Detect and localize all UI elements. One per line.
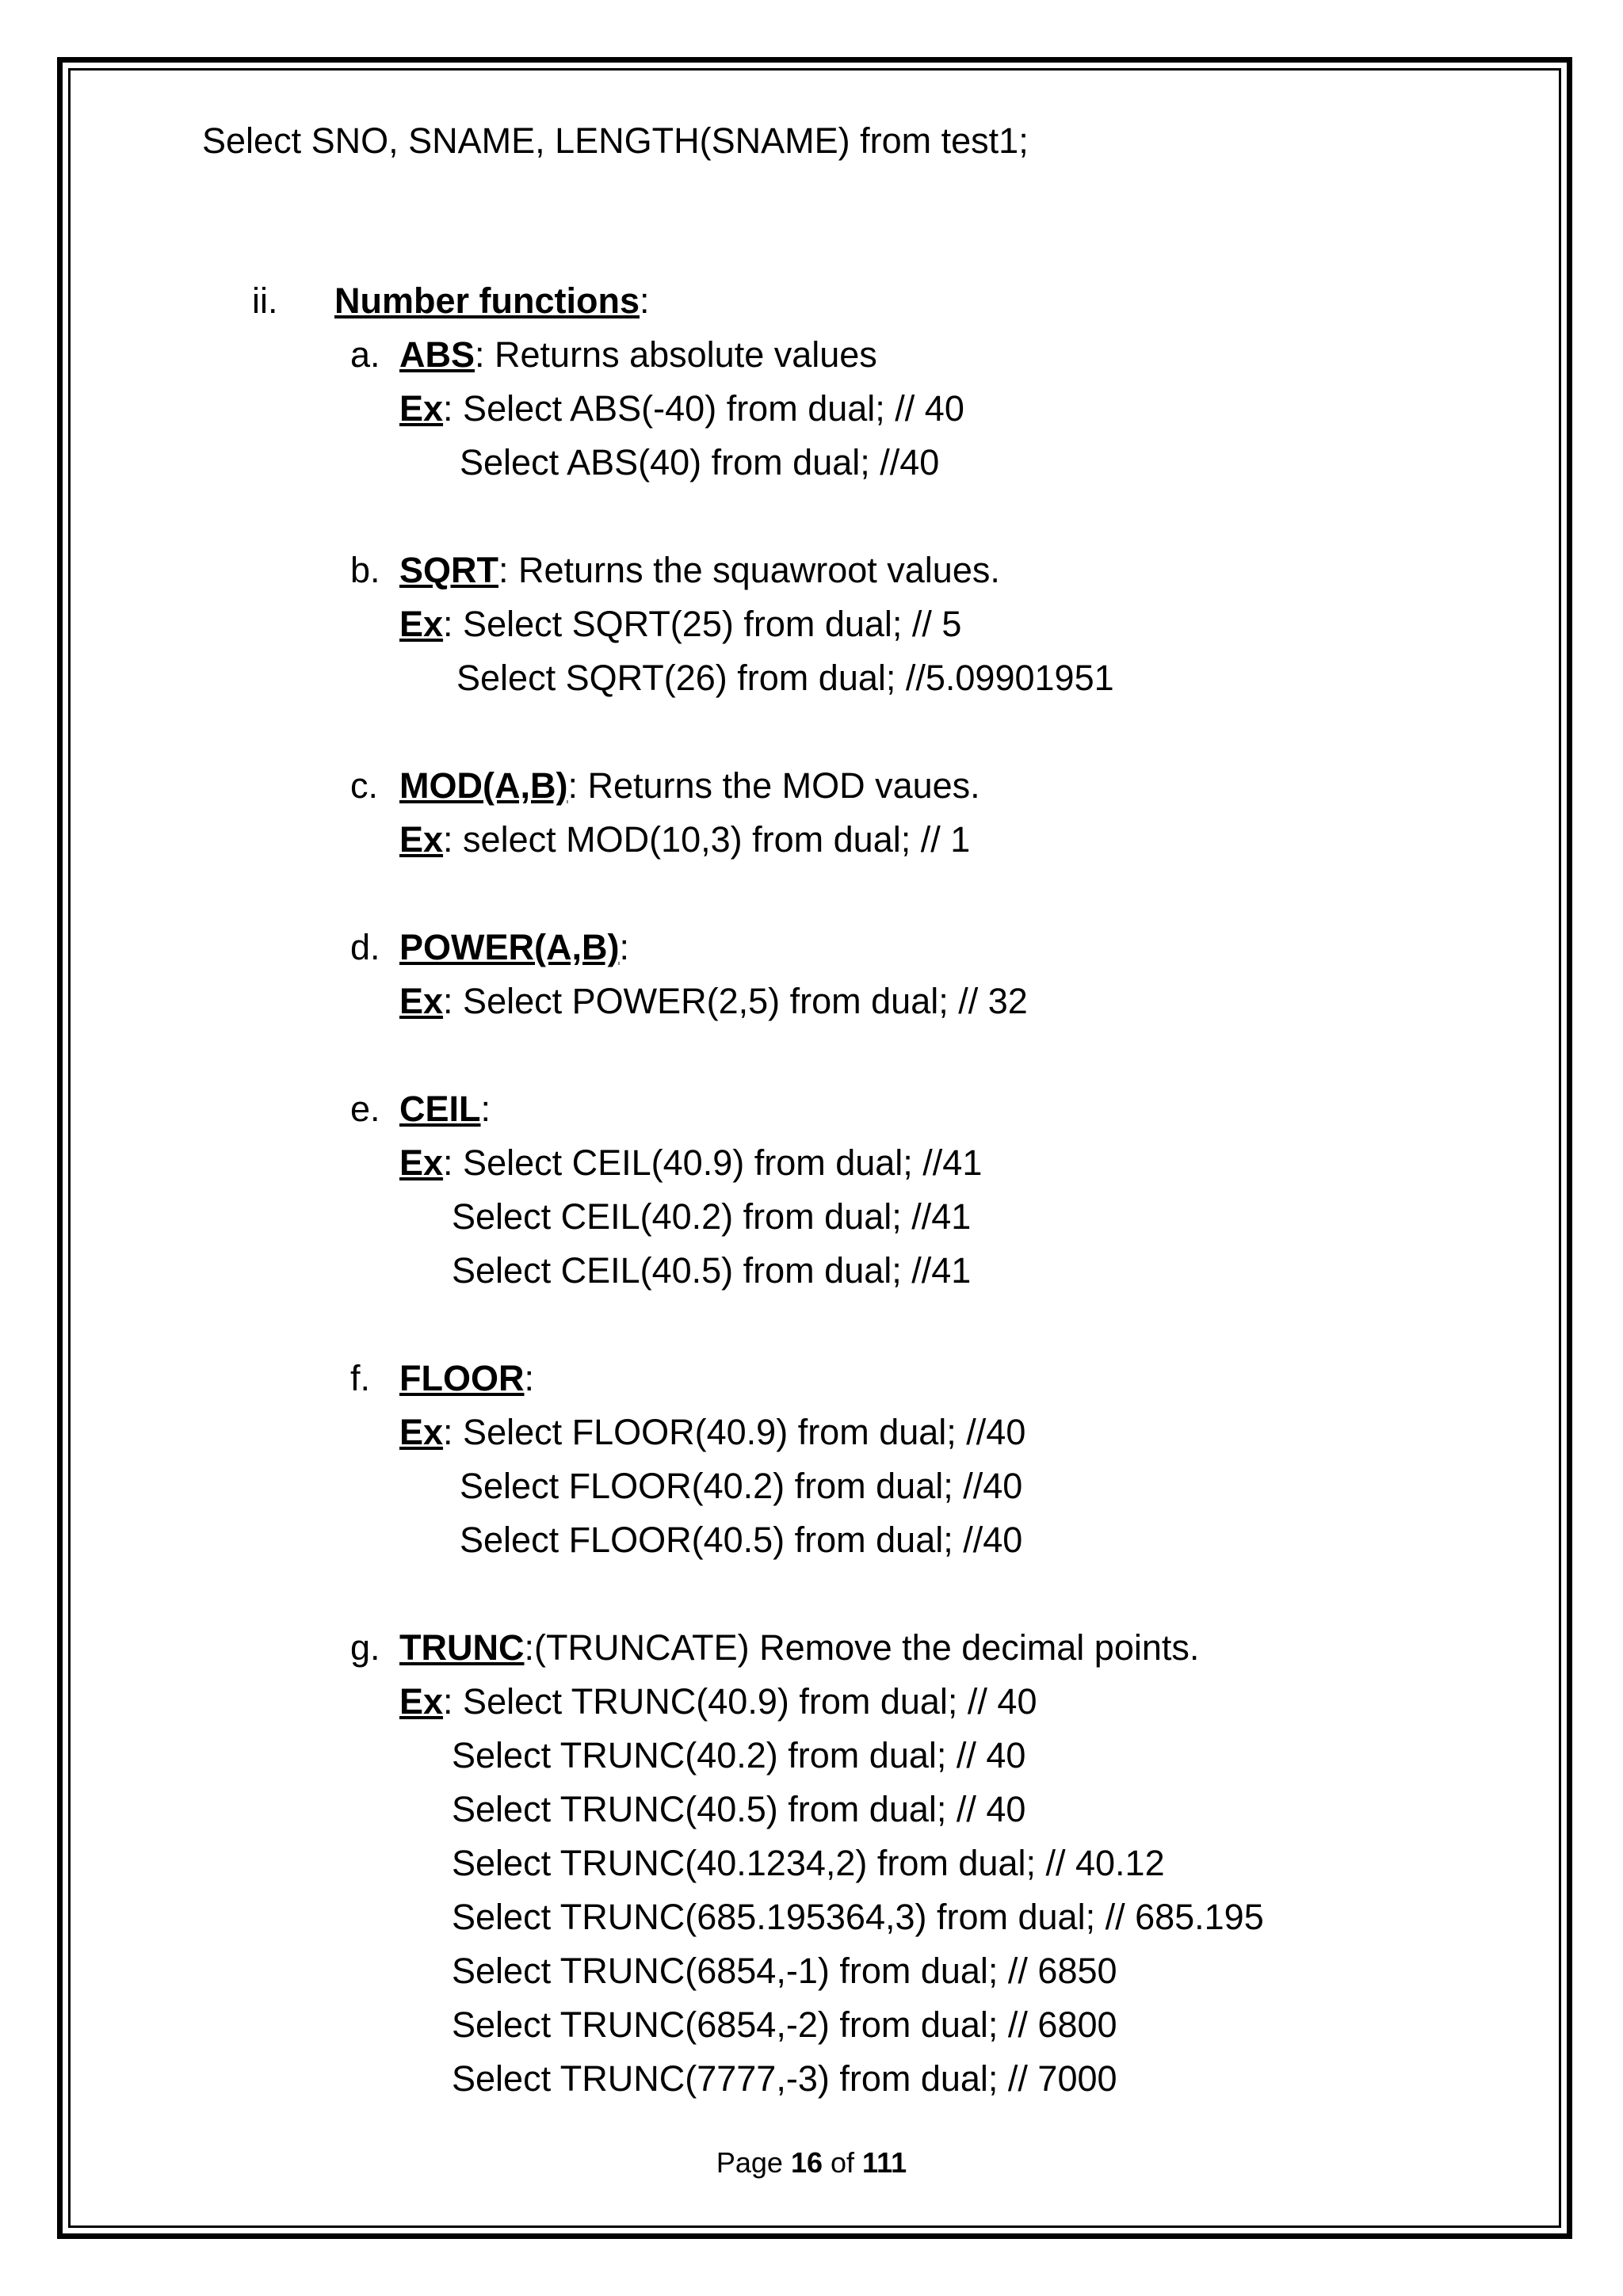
example-line: Select ABS(40) from dual; //40	[460, 442, 940, 482]
function-name: SQRT	[399, 550, 499, 590]
example-line: Select FLOOR(40.5) from dual; //40	[460, 1520, 1023, 1560]
item-letter: a.	[350, 334, 380, 375]
example-line: Select TRUNC(40.1234,2) from dual; // 40.12	[452, 1843, 1165, 1883]
item-letter: g.	[350, 1627, 380, 1668]
example-line	[399, 981, 1028, 1022]
example-code: : Select POWER(2,5) from dual; // 32	[443, 981, 1028, 1021]
function-name: POWER(A,B)	[399, 927, 620, 967]
function-desc: : Returns the MOD vaues.	[567, 765, 980, 806]
example-code: : Select TRUNC(40.9) from dual; // 40	[443, 1681, 1037, 1722]
function-desc: :	[480, 1089, 491, 1129]
footer-middle: of	[823, 2146, 863, 2179]
function-name: CEIL	[399, 1089, 481, 1129]
item-letter: e.	[350, 1089, 380, 1129]
example-line: Select TRUNC(40.5) from dual; // 40	[452, 1789, 1026, 1829]
item-letter: c.	[350, 765, 379, 806]
example-line: Select TRUNC(7777,-3) from dual; // 7000	[452, 2058, 1117, 2099]
example-line: Select TRUNC(6854,-2) from dual; // 6800	[452, 2004, 1117, 2045]
item-heading	[399, 334, 877, 376]
function-desc: :	[524, 1358, 534, 1398]
item-heading	[399, 550, 1000, 591]
section-numeral: ii.	[252, 280, 278, 321]
item-letter: b.	[350, 550, 380, 590]
ex-label: Ex	[399, 1412, 444, 1452]
ex-label: Ex	[399, 1681, 444, 1722]
item-heading	[399, 765, 980, 807]
example-line	[399, 1412, 1025, 1453]
item-heading	[399, 1089, 491, 1130]
ex-label: Ex	[399, 388, 444, 429]
section-heading	[334, 280, 650, 322]
example-line	[399, 819, 970, 860]
example-line	[399, 604, 961, 645]
item-heading	[399, 927, 629, 968]
function-name: ABS	[399, 334, 475, 375]
page-number-footer	[0, 2145, 1623, 2180]
function-name: MOD(A,B)	[399, 765, 568, 806]
example-code: : select MOD(10,3) from dual; // 1	[443, 819, 971, 860]
example-code: : Select ABS(-40) from dual; // 40	[443, 388, 964, 429]
current-page: 16	[790, 2146, 823, 2179]
example-line: Select SQRT(26) from dual; //5.09901951	[456, 658, 1114, 698]
total-pages: 111	[862, 2146, 907, 2179]
example-code: : Select SQRT(25) from dual; // 5	[443, 604, 962, 644]
section-title: Number functions	[334, 280, 640, 321]
function-desc: :	[619, 927, 629, 967]
item-letter: d.	[350, 927, 380, 967]
footer-prefix: Page	[716, 2146, 791, 2179]
example-line: Select FLOOR(40.2) from dual; //40	[460, 1466, 1023, 1506]
function-desc: : Returns the squawroot values.	[498, 550, 1000, 590]
item-letter: f.	[350, 1358, 371, 1398]
example-line	[399, 1142, 982, 1184]
example-line: Select TRUNC(685.195364,3) from dual; // 685.195	[452, 1897, 1264, 1937]
example-line: Select TRUNC(6854,-1) from dual; // 6850	[452, 1951, 1117, 1991]
item-heading	[399, 1627, 1199, 1669]
item-heading	[399, 1358, 534, 1399]
ex-label: Ex	[399, 1142, 444, 1183]
function-name: TRUNC	[399, 1627, 525, 1668]
example-line: Select TRUNC(40.2) from dual; // 40	[452, 1735, 1026, 1775]
function-desc: : Returns absolute values	[475, 334, 877, 375]
example-line	[399, 1681, 1037, 1722]
ex-label: Ex	[399, 819, 444, 860]
example-line	[399, 388, 964, 429]
ex-label: Ex	[399, 604, 444, 644]
ex-label: Ex	[399, 981, 444, 1021]
section-colon: :	[640, 280, 650, 321]
top-query: Select SNO, SNAME, LENGTH(SNAME) from test1;	[202, 120, 1029, 161]
function-desc: :(TRUNCATE) Remove the decimal points.	[524, 1627, 1200, 1668]
example-line: Select CEIL(40.5) from dual; //41	[452, 1250, 972, 1291]
example-code: : Select FLOOR(40.9) from dual; //40	[443, 1412, 1026, 1452]
example-line: Select CEIL(40.2) from dual; //41	[452, 1196, 972, 1237]
example-code: : Select CEIL(40.9) from dual; //41	[443, 1142, 983, 1183]
function-name: FLOOR	[399, 1358, 525, 1398]
